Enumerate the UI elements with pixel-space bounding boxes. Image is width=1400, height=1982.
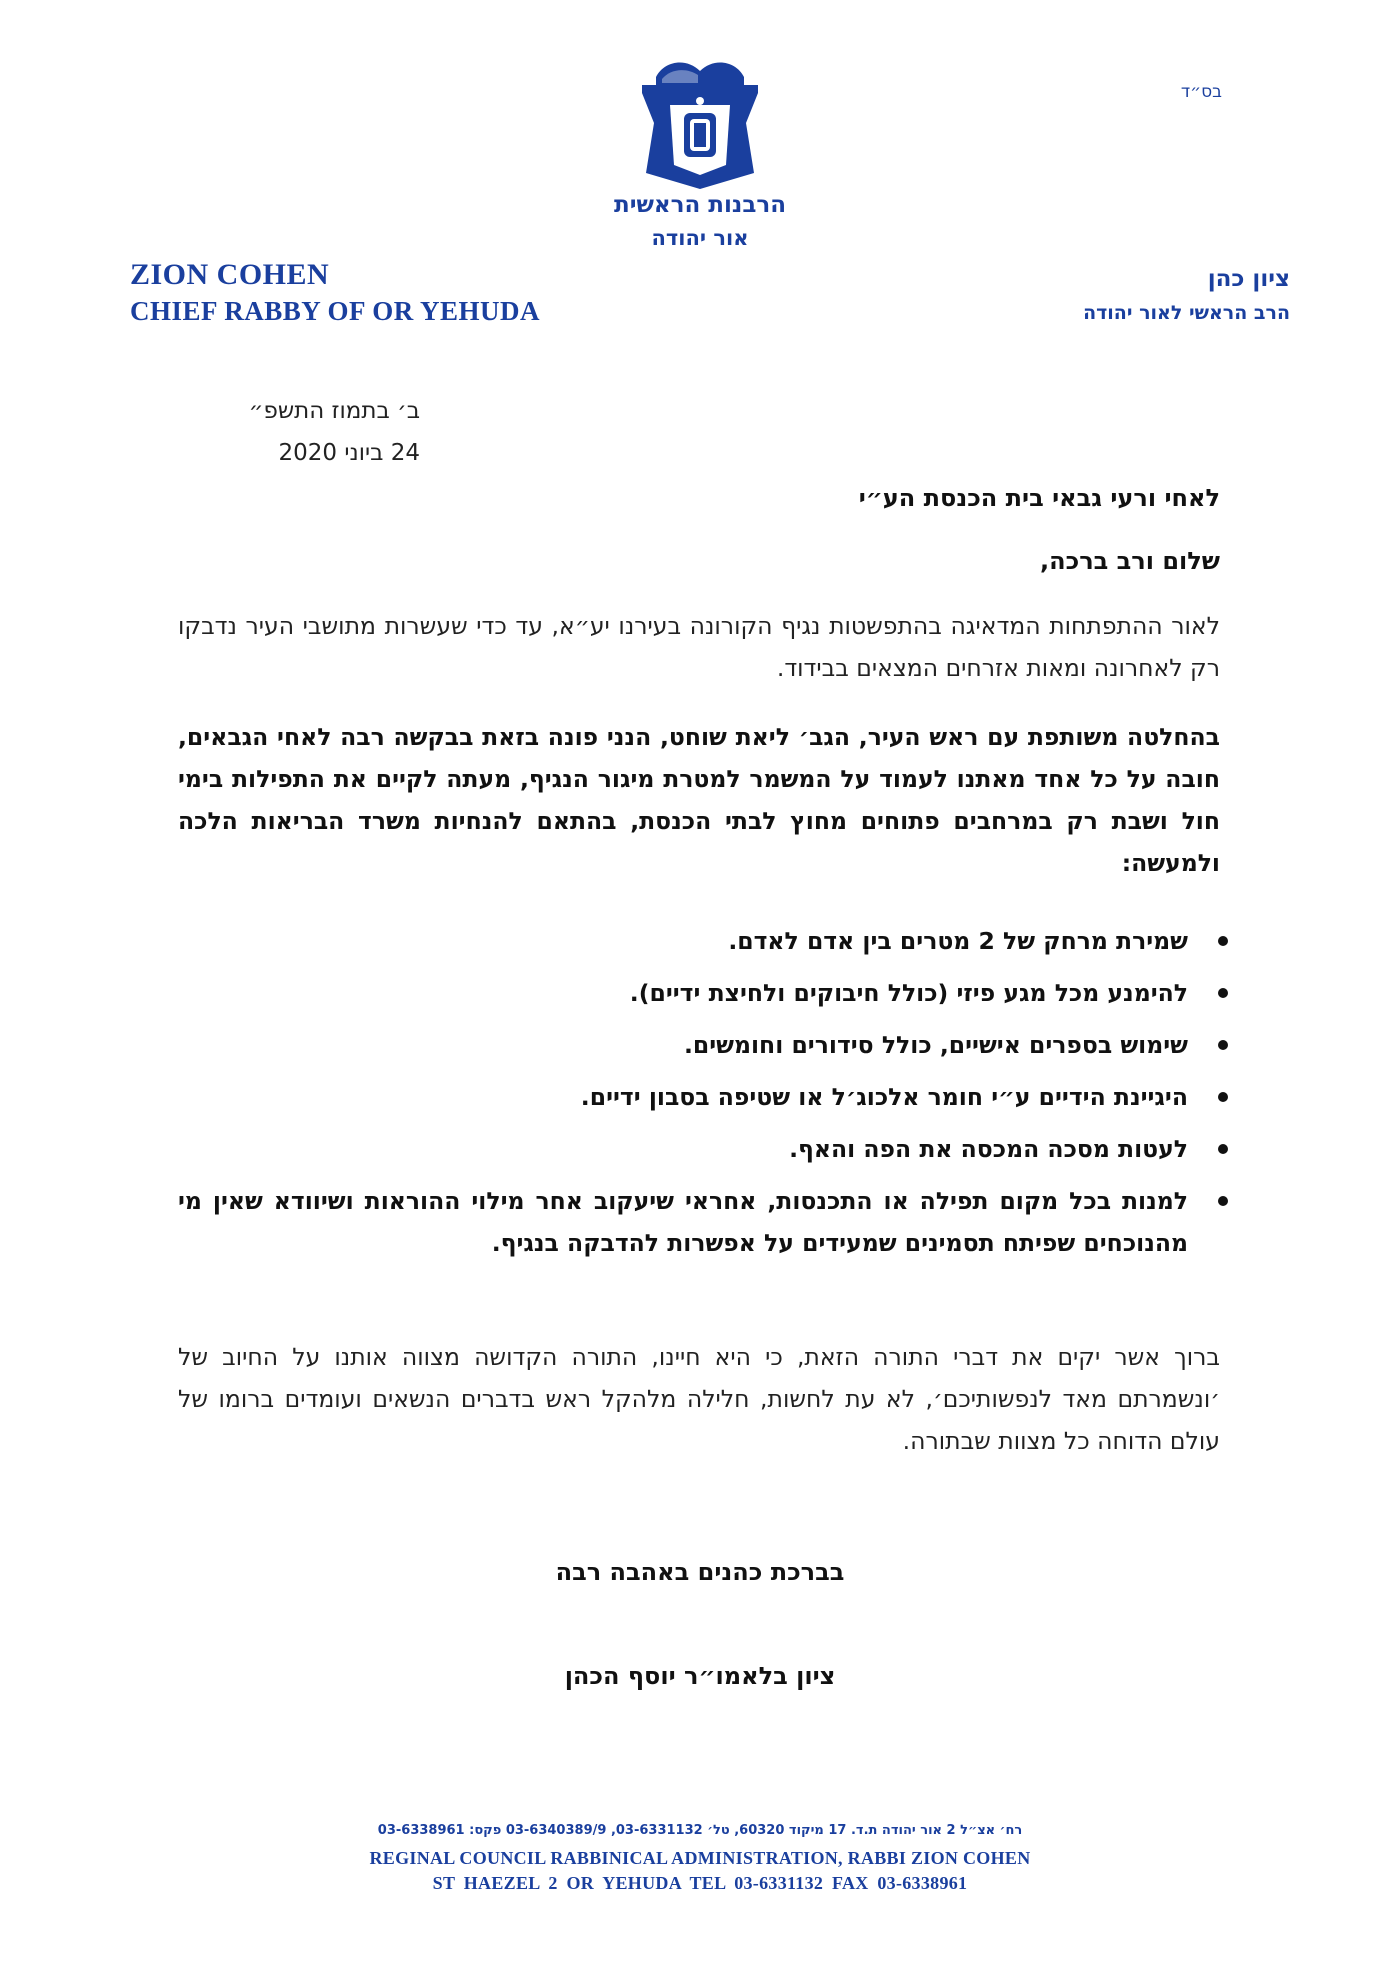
- addressee: לאחי ורעי גבאי בית הכנסת הע״י: [858, 484, 1220, 512]
- list-item: שימוש בספרים אישיים, כולל סידורים וחומשים.: [178, 1024, 1188, 1066]
- list-item: למנות בכל מקום תפילה או התכנסות, אחראי שיעקוב אחר מילוי ההוראות ושיוודא שאין מי מהנוכחים שפיתח תסמינים שמעידים על אפשרות להדבקה בנגיף.: [178, 1180, 1188, 1264]
- signature: ציון בלאמו״ר יוסף הכהן: [564, 1662, 836, 1690]
- footer-administration: REGINAL COUNCIL RABBINICAL ADMINISTRATION, RABBI ZION COHEN: [369, 1848, 1031, 1868]
- bullet-icon: [1218, 1196, 1228, 1206]
- paragraph-intro: לאור ההתפתחות המדאיגה בהתפשטות נגיף הקורונה בעירנו יע״א, עד כדי שעשרות מתושבי העיר נדבקו רק לאחרונה ומאות אזרחים המצאים בבידוד.: [178, 612, 1220, 682]
- hebrew-title: הרב הראשי לאור יהודה: [1083, 302, 1290, 324]
- closing-blessing: בברכת כהנים באהבה רבה: [555, 1558, 845, 1586]
- rabbinate-emblem-icon: [634, 55, 766, 190]
- footer-contact: ST HAEZEL 2 OR YEHUDA TEL 03-6331132 FAX 03-6338961: [432, 1873, 968, 1893]
- list-item: להימנע מכל מגע פיזי (כולל חיבוקים ולחיצת ידיים).: [178, 972, 1188, 1014]
- paragraph-closing: ברוך אשר יקים את דברי התורה הזאת, כי היא חיינו, התורה הקדושה מצווה אותנו על החיוב של ׳ונשמרתם מאד לנפשותיכם׳, לא עת לחשות, חלילה מלהקל ראש בדברים הנשאים ועומדים ברומו של עולם הדוחה כל מצוות שבתורה.: [178, 1343, 1220, 1455]
- logo-caption-city: אור יהודה: [651, 226, 749, 250]
- list-item: היגיינת הידיים ע״י חומר אלכוג׳ל או שטיפה בסבון ידיים.: [178, 1076, 1188, 1118]
- logo-caption-title: הרבנות הראשית: [613, 192, 787, 218]
- list-item: לעטות מסכה המכסה את הפה והאף.: [178, 1128, 1188, 1170]
- english-name: ZION COHEN: [130, 258, 330, 291]
- greeting: שלום ורב ברכה,: [1040, 547, 1220, 575]
- footer-address-hebrew: רח׳ אצ״ל 2 אור יהודה ת.ד. 17 מיקוד 60320, טל׳ 03-6331132, 03-6340389/9 פקס: 03-6338961: [377, 1823, 1023, 1838]
- gregorian-date: 24 ביוני 2020: [278, 440, 420, 466]
- bullet-icon: [1218, 988, 1228, 998]
- hebrew-date: ב׳ בתמוז התשפ״: [248, 398, 420, 424]
- hebrew-name: ציון כהן: [1207, 266, 1290, 292]
- guidelines-list: [178, 920, 1230, 1274]
- bullet-icon: [1218, 1040, 1228, 1050]
- list-item: שמירת מרחק של 2 מטרים בין אדם לאדם.: [178, 920, 1188, 962]
- bullet-icon: [1218, 936, 1228, 946]
- bullet-icon: [1218, 1144, 1228, 1154]
- bullet-icon: [1218, 1092, 1228, 1102]
- english-title: CHIEF RABBY OF OR YEHUDA: [130, 296, 541, 326]
- paragraph-request: בהחלטה משותפת עם ראש העיר, הגב׳ ליאת שוחט, הנני פונה בזאת בבקשה רבה לאחי הגבאים, חובה על כל אחד מאתנו לעמוד על המשמר למטרת מיגור הנגיף, מעתה לקיים את התפילות בימי חול ושבת רק במרחבים פתוחים מחוץ לבתי הכנסת, בהתאם להנחיות משרד הבריאות הלכה ולמעשה:: [178, 723, 1220, 877]
- bsd-mark: בס״ד: [1180, 82, 1222, 102]
